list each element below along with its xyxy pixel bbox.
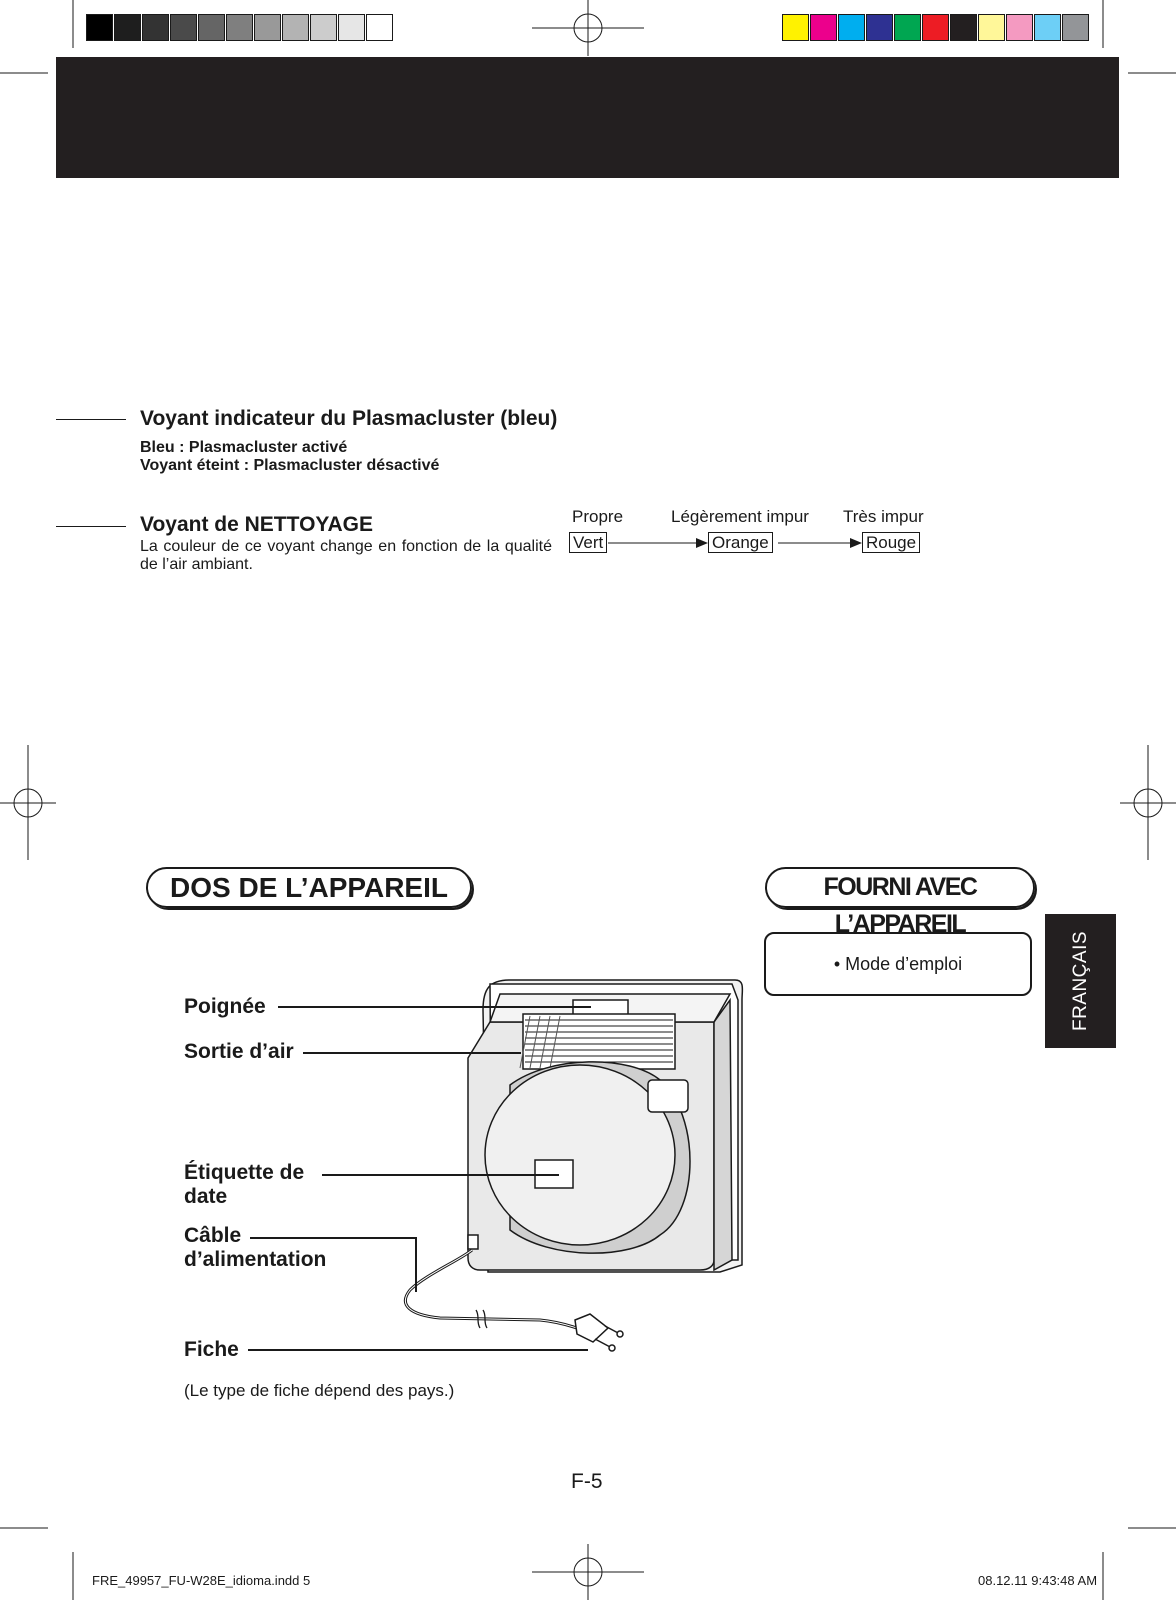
language-tab-label: FRANÇAIS xyxy=(1069,930,1091,1032)
plasmacluster-line2: Voyant éteint : Plasmacluster désactivé xyxy=(140,457,440,474)
footer-filename: FRE_49957_FU-W28E_idioma.indd 5 xyxy=(92,1573,311,1588)
leader-handle xyxy=(278,1006,591,1008)
scale-box-orange: Orange xyxy=(708,532,773,553)
plug-note: (Le type de fiche dépend des pays.) xyxy=(184,1381,455,1400)
scale-box-red: Rouge xyxy=(862,532,920,553)
leader-plug xyxy=(248,1349,588,1351)
label-air-outlet: Sortie d’air xyxy=(184,1040,294,1063)
leader-cable xyxy=(250,1237,416,1239)
cleaning-description: La couleur de ce voyant change en fonction de la qualité de l’air ambiant. xyxy=(140,538,552,573)
language-tab xyxy=(1045,914,1116,1048)
page-number: F-5 xyxy=(571,1470,603,1493)
back-section-title: DOS DE L’APPAREIL xyxy=(146,867,472,908)
plasmacluster-line1: Bleu : Plasmacluster activé xyxy=(140,439,348,456)
label-cable-2: d’alimentation xyxy=(184,1248,327,1271)
scale-label-very: Très impur xyxy=(843,507,924,526)
leader-line xyxy=(56,419,126,420)
scale-arrows xyxy=(608,536,866,550)
label-date-1: Étiquette de xyxy=(184,1161,305,1184)
label-plug: Fiche xyxy=(184,1338,239,1361)
label-cable-1: Câble xyxy=(184,1224,242,1247)
supplied-items-box xyxy=(764,932,1032,996)
leader-cable-vertical xyxy=(415,1237,417,1292)
leader-line xyxy=(56,526,126,527)
leader-air-outlet xyxy=(303,1052,521,1054)
cleaning-title: Voyant de NETTOYAGE xyxy=(140,513,373,536)
scale-label-slightly: Légèrement impur xyxy=(671,507,809,526)
scale-label-clean: Propre xyxy=(572,507,624,526)
footer-timestamp: 08.12.11 9:43:48 AM xyxy=(978,1573,1098,1588)
supplied-item: • Mode d’emploi xyxy=(833,954,963,974)
leader-date xyxy=(322,1174,559,1176)
label-handle: Poignée xyxy=(184,995,266,1018)
label-date-2: date xyxy=(184,1185,228,1208)
plasmacluster-title: Voyant indicateur du Plasmacluster (bleu) xyxy=(140,407,558,430)
header-band xyxy=(56,57,1119,178)
air-purifier-back-illustration xyxy=(380,960,760,1380)
supplied-section-title: FOURNI AVEC L’APPAREIL xyxy=(765,867,1035,908)
scale-box-green: Vert xyxy=(569,532,607,553)
